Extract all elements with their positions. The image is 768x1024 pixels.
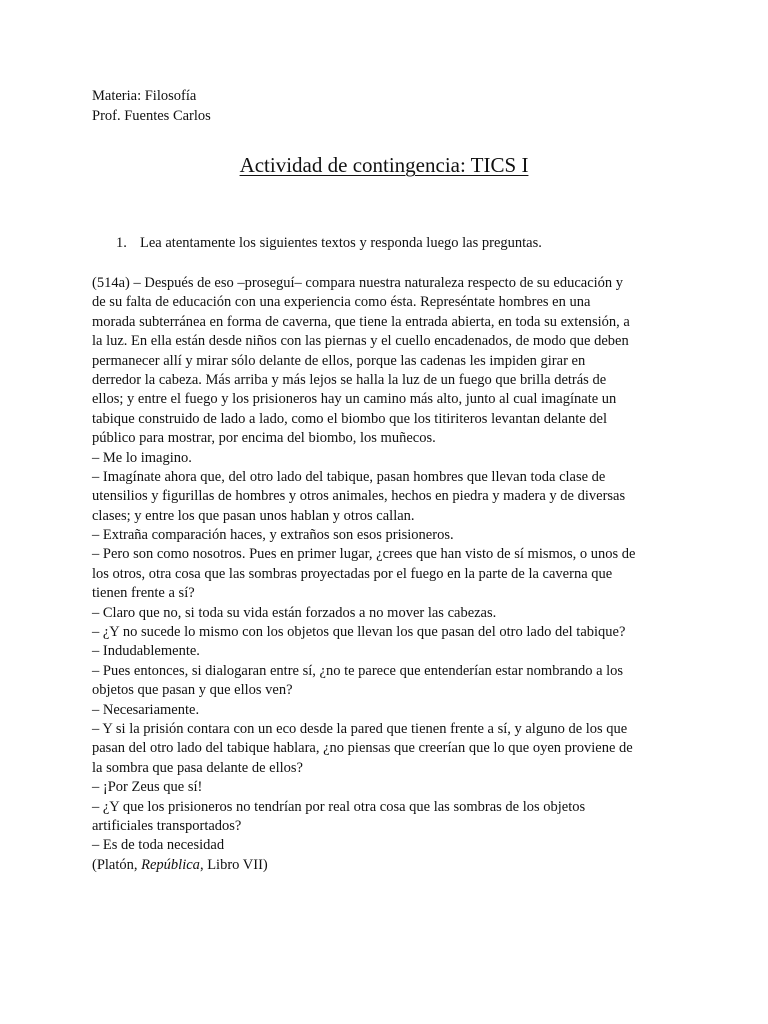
document-header (92, 87, 211, 126)
subject-line: Materia: Filosofía (92, 88, 197, 104)
passage-line: – Imagínate ahora que, del otro lado del tabique, pasan hombres que llevan toda clase de (92, 468, 606, 485)
passage-line: – Me lo imagino. (92, 449, 192, 466)
passage-line: – Y si la prisión contara con un eco desde la pared que tienen frente a sí, y alguno de los que (92, 720, 628, 737)
passage-text (92, 274, 676, 875)
passage-line: – Indudablemente. (92, 643, 200, 660)
passage-line: artificiales transportados? (92, 817, 242, 834)
passage-line: la sombra que pasa delante de ellos? (92, 759, 303, 776)
passage-line: ellos; y entre el fuego y los prisioneros hay un camino más alto, junto al cual imagínate un (92, 391, 617, 408)
passage-line: – Necesariamente. (92, 701, 200, 718)
instruction-item (116, 234, 542, 254)
passage-line: permanecer allí y mirar sólo delante de ellos, porque las cadenas les impiden girar en (92, 352, 586, 369)
passage-line: tienen frente a sí? (92, 585, 195, 602)
passage-line: derredor la cabeza. Más arriba y más lejos se halla la luz de un fuego que brilla detrás de (92, 371, 607, 388)
citation-line (92, 856, 676, 875)
passage-line: – Es de toda necesidad (92, 837, 225, 854)
passage-line: – Extraña comparación haces, y extraños son esos prisioneros. (92, 527, 454, 544)
passage-line: – Pues entonces, si dialogaran entre sí, ¿no te parece que entenderían estar nombrando a los (92, 662, 624, 679)
passage-line: pasan del otro lado del tabique hablara, ¿no piensas que creerían que lo que oyen proviene de (92, 740, 633, 757)
professor-line: Prof. Fuentes Carlos (92, 107, 211, 124)
document-title: Actividad de contingencia: TICS I (239, 153, 529, 177)
citation-suffix: , Libro VII) (199, 856, 268, 873)
passage-line: – ¿Y que los prisioneros no tendrían por real otra cosa que las sombras de los objetos (92, 798, 586, 815)
passage-line: de su falta de educación con una experiencia como ésta. Represéntate hombres en una (92, 294, 591, 311)
instruction-text: Lea atentamente los siguientes textos y responda luego las preguntas. (140, 235, 542, 251)
instruction-number: 1. (116, 235, 127, 251)
passage-line: los otros, otra cosa que las sombras proyectadas por el fuego en la parte de la caverna que (92, 565, 613, 582)
passage-line: – Pero son como nosotros. Pues en primer lugar, ¿crees que han visto de sí mismos, o unos de (92, 546, 636, 563)
passage-line: morada subterránea en forma de caverna, que tiene la entrada abierta, en toda su extensión, a (92, 313, 630, 330)
passage-line: – ¿Y no sucede lo mismo con los objetos que llevan los que pasan del otro lado del tabique? (92, 624, 626, 641)
passage-line: utensilios y figurillas de hombres y otros animales, hechos en piedra y madera y de diversas (92, 488, 626, 505)
passage-line: (514a) – Después de eso –proseguí– compara nuestra naturaleza respecto de su educación y (92, 275, 624, 291)
passage-line: tabique construido de lado a lado, como el biombo que los titiriteros levantan delante del (92, 410, 608, 427)
citation-prefix: (Platón, (92, 856, 142, 873)
passage-line: – Claro que no, si toda su vida están forzados a no mover las cabezas. (92, 604, 497, 621)
passage-line: – ¡Por Zeus que sí! (92, 779, 203, 796)
passage-line: objetos que pasan y que ellos ven? (92, 682, 293, 699)
citation-work: República (141, 856, 200, 873)
passage-line: clases; y entre los que pasan unos hablan y otros callan. (92, 507, 415, 524)
passage-line: público para mostrar, por encima del biombo, los muñecos. (92, 430, 436, 447)
passage-line: la luz. En ella están desde niños con las piernas y el cuello encadenados, de modo que deben (92, 333, 629, 350)
